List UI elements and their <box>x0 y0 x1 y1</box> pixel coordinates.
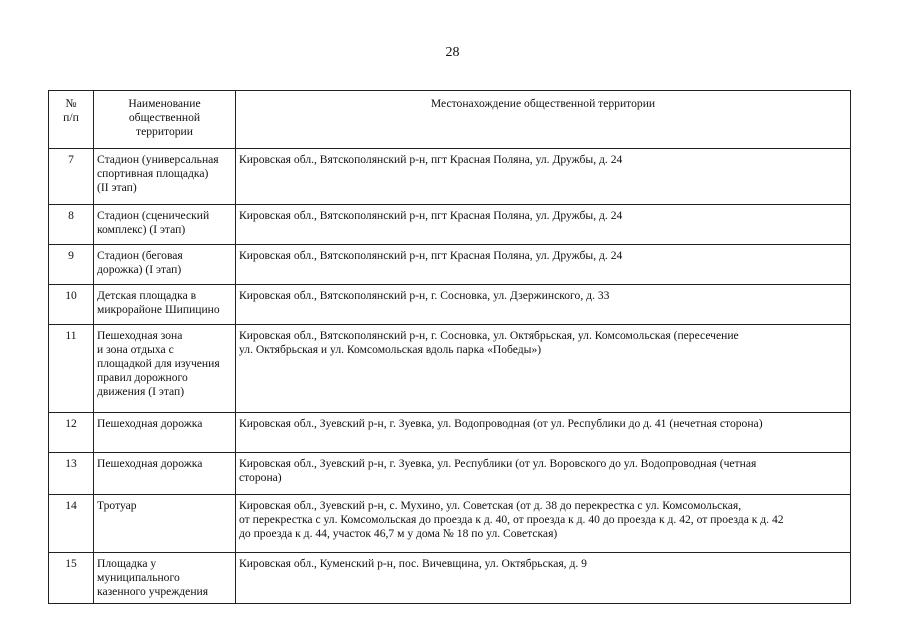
table-row <box>49 325 851 413</box>
row-location: Кировская обл., Зуевский р-н, с. Мухино, ул. Советская (от д. 38 до перекрестка с ул. Комсомольская, от перекрестка с ул. Комсомольская до проезда к д. 40, от проезда к д. 40 до проезда к д. 42, от проезда к д. 42 до проезда к д. 44, участок 46,7 м у дома № 18 по ул. Советская) <box>236 495 851 553</box>
row-territory-name: Пешеходная дорожка <box>94 453 236 495</box>
row-territory-name: Стадион (беговая дорожка) (I этап) <box>94 245 236 285</box>
row-number: 11 <box>49 325 94 413</box>
row-location: Кировская обл., Вятскополянский р-н, г. Сосновка, ул. Дзержинского, д. 33 <box>236 285 851 325</box>
row-territory-name: Площадка у муниципального казенного учреждения <box>94 553 236 604</box>
row-number: 9 <box>49 245 94 285</box>
row-location: Кировская обл., Зуевский р-н, г. Зуевка, ул. Водопроводная (от ул. Республики до д. 41 (нечетная сторона) <box>236 413 851 453</box>
row-number: 15 <box>49 553 94 604</box>
table-row <box>49 495 851 553</box>
row-territory-name: Пешеходная дорожка <box>94 413 236 453</box>
row-number: 10 <box>49 285 94 325</box>
header-location: Местонахождение общественной территории <box>236 91 851 149</box>
row-location: Кировская обл., Зуевский р-н, г. Зуевка, ул. Республики (от ул. Воровского до ул. Водопроводная (четная сторона) <box>236 453 851 495</box>
table-row <box>49 245 851 285</box>
row-number: 7 <box>49 149 94 205</box>
table-header-row <box>49 91 851 149</box>
row-location: Кировская обл., Куменский р-н, пос. Вичевщина, ул. Октябрьская, д. 9 <box>236 553 851 604</box>
row-territory-name: Стадион (сценический комплекс) (I этап) <box>94 205 236 245</box>
header-territory-name: Наименование общественной территории <box>94 91 236 149</box>
row-territory-name: Стадион (универсальная спортивная площадка) (II этап) <box>94 149 236 205</box>
territories-table <box>48 90 851 604</box>
row-location: Кировская обл., Вятскополянский р-н, пгт Красная Поляна, ул. Дружбы, д. 24 <box>236 149 851 205</box>
row-location: Кировская обл., Вятскополянский р-н, пгт Красная Поляна, ул. Дружбы, д. 24 <box>236 205 851 245</box>
table-row <box>49 285 851 325</box>
row-territory-name: Детская площадка в микрорайоне Шипицино <box>94 285 236 325</box>
table-row <box>49 413 851 453</box>
row-territory-name: Пешеходная зона и зона отдыха с площадкой для изучения правил дорожного движения (I этап) <box>94 325 236 413</box>
row-number: 14 <box>49 495 94 553</box>
row-location: Кировская обл., Вятскополянский р-н, г. Сосновка, ул. Октябрьская, ул. Комсомольская (пересечение ул. Октябрьская и ул. Комсомольская вдоль парка «Победы») <box>236 325 851 413</box>
row-location: Кировская обл., Вятскополянский р-н, пгт Красная Поляна, ул. Дружбы, д. 24 <box>236 245 851 285</box>
table-row <box>49 149 851 205</box>
table-row <box>49 205 851 245</box>
table-row <box>49 553 851 604</box>
page-number: 28 <box>445 45 460 60</box>
row-number: 13 <box>49 453 94 495</box>
table-row <box>49 453 851 495</box>
row-number: 8 <box>49 205 94 245</box>
row-number: 12 <box>49 413 94 453</box>
row-territory-name: Тротуар <box>94 495 236 553</box>
header-number: № п/п <box>49 91 94 149</box>
